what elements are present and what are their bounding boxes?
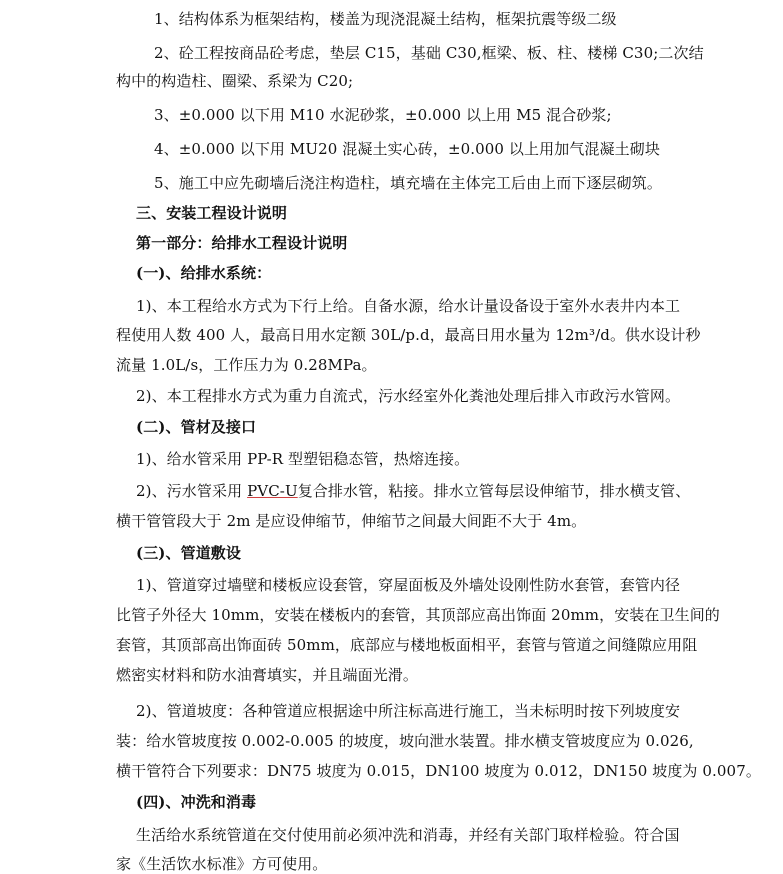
structure-item-4: 4、±0.000 以下用 MU20 混凝土实心砖，±0.000 以上用加气混凝土砌块 <box>154 140 660 158</box>
structure-item-2-line-2: 构中的构造柱、圈梁、系梁为 C20; <box>116 72 354 90</box>
sewage-pipe-para-line-1 <box>136 481 690 501</box>
casing-para-line-2: 比管子外径大 10mm，安装在楼板内的套管，其顶部应高出饰面 20mm，安装在卫生间的 <box>116 606 720 624</box>
slope-para-line-3: 横干管符合下列要求：DN75 坡度为 0.015，DN100 坡度为 0.012，DN150 坡度为 0.007。 <box>116 762 761 780</box>
structure-item-3: 3、±0.000 以下用 M10 水泥砂浆，±0.000 以上用 M5 混合砂浆; <box>154 106 612 124</box>
structure-item-2-line-1: 2、砼工程按商品砼考虑，垫层 C15，基础 C30,框梁、板、柱、楼梯 C30;二次结 <box>154 44 704 62</box>
heading-pipe-laying: (三)、管道敷设 <box>136 544 241 562</box>
heading-water-system: (一)、给排水系统： <box>136 264 272 282</box>
sewage-pipe-text-post: 复合排水管，粘接。排水立管每层设伸缩节，排水横支管、 <box>297 482 691 500</box>
sewage-pipe-text-pre: 2)、污水管采用 <box>136 482 248 500</box>
structure-item-5: 5、施工中应先砌墙后浇注构造柱，填充墙在主体完工后由上而下逐层砌筑。 <box>154 174 662 192</box>
sewage-pipe-para-line-2: 横干管管段大于 2m 是应设伸缩节，伸缩节之间最大间距不大于 4m。 <box>116 512 587 530</box>
drainage-para: 2)、本工程排水方式为重力自流式，污水经室外化粪池处理后排入市政污水管网。 <box>136 387 681 405</box>
heading-pipe-material: (二)、管材及接口 <box>136 418 257 436</box>
supply-pipe-para: 1)、给水管采用 PP-R 型塑铝稳态管，热熔连接。 <box>136 450 470 468</box>
casing-para-line-4: 燃密实材料和防水油膏填实，并且端面光滑。 <box>116 666 419 684</box>
heading-flush-disinfect: (四)、冲洗和消毒 <box>136 793 257 811</box>
heading-part1: 第一部分：给排水工程设计说明 <box>136 234 348 252</box>
flush-para-line-2: 家《生活饮水标准》方可使用。 <box>116 855 328 873</box>
water-supply-para-line-1: 1)、本工程给水方式为下行上给。自备水源，给水计量设备设于室外水表井内本工 <box>136 297 681 315</box>
heading-install: 三、安装工程设计说明 <box>136 204 288 222</box>
structure-item-1: 1、结构体系为框架结构，楼盖为现浇混凝土结构，框架抗震等级二级 <box>154 10 617 28</box>
sewage-pipe-material-underlined: PVC-U <box>247 482 298 500</box>
casing-para-line-1: 1)、管道穿过墙壁和楼板应设套管，穿屋面板及外墙处设刚性防水套管，套管内径 <box>136 576 681 594</box>
slope-para-line-1: 2)、管道坡度：各种管道应根据途中所注标高进行施工，当未标明时按下列坡度安 <box>136 702 681 720</box>
flush-para-line-1: 生活给水系统管道在交付使用前必须冲洗和消毒，并经有关部门取样检验。符合国 <box>136 826 680 844</box>
casing-para-line-3: 套管，其顶部高出饰面砖 50mm，底部应与楼地板面相平，套管与管道之间缝隙应用阻 <box>116 636 698 654</box>
slope-para-line-2: 装：给水管坡度按 0.002-0.005 的坡度，坡向泄水装置。排水横支管坡度应为 0.026, <box>116 732 694 750</box>
water-supply-para-line-3: 流量 1.0L/s，工作压力为 0.28MPa。 <box>116 356 377 374</box>
water-supply-para-line-2: 程使用人数 400 人，最高日用水定额 30L/p.d，最高日用水量为 12m³/d。供水设计秒 <box>116 326 701 344</box>
